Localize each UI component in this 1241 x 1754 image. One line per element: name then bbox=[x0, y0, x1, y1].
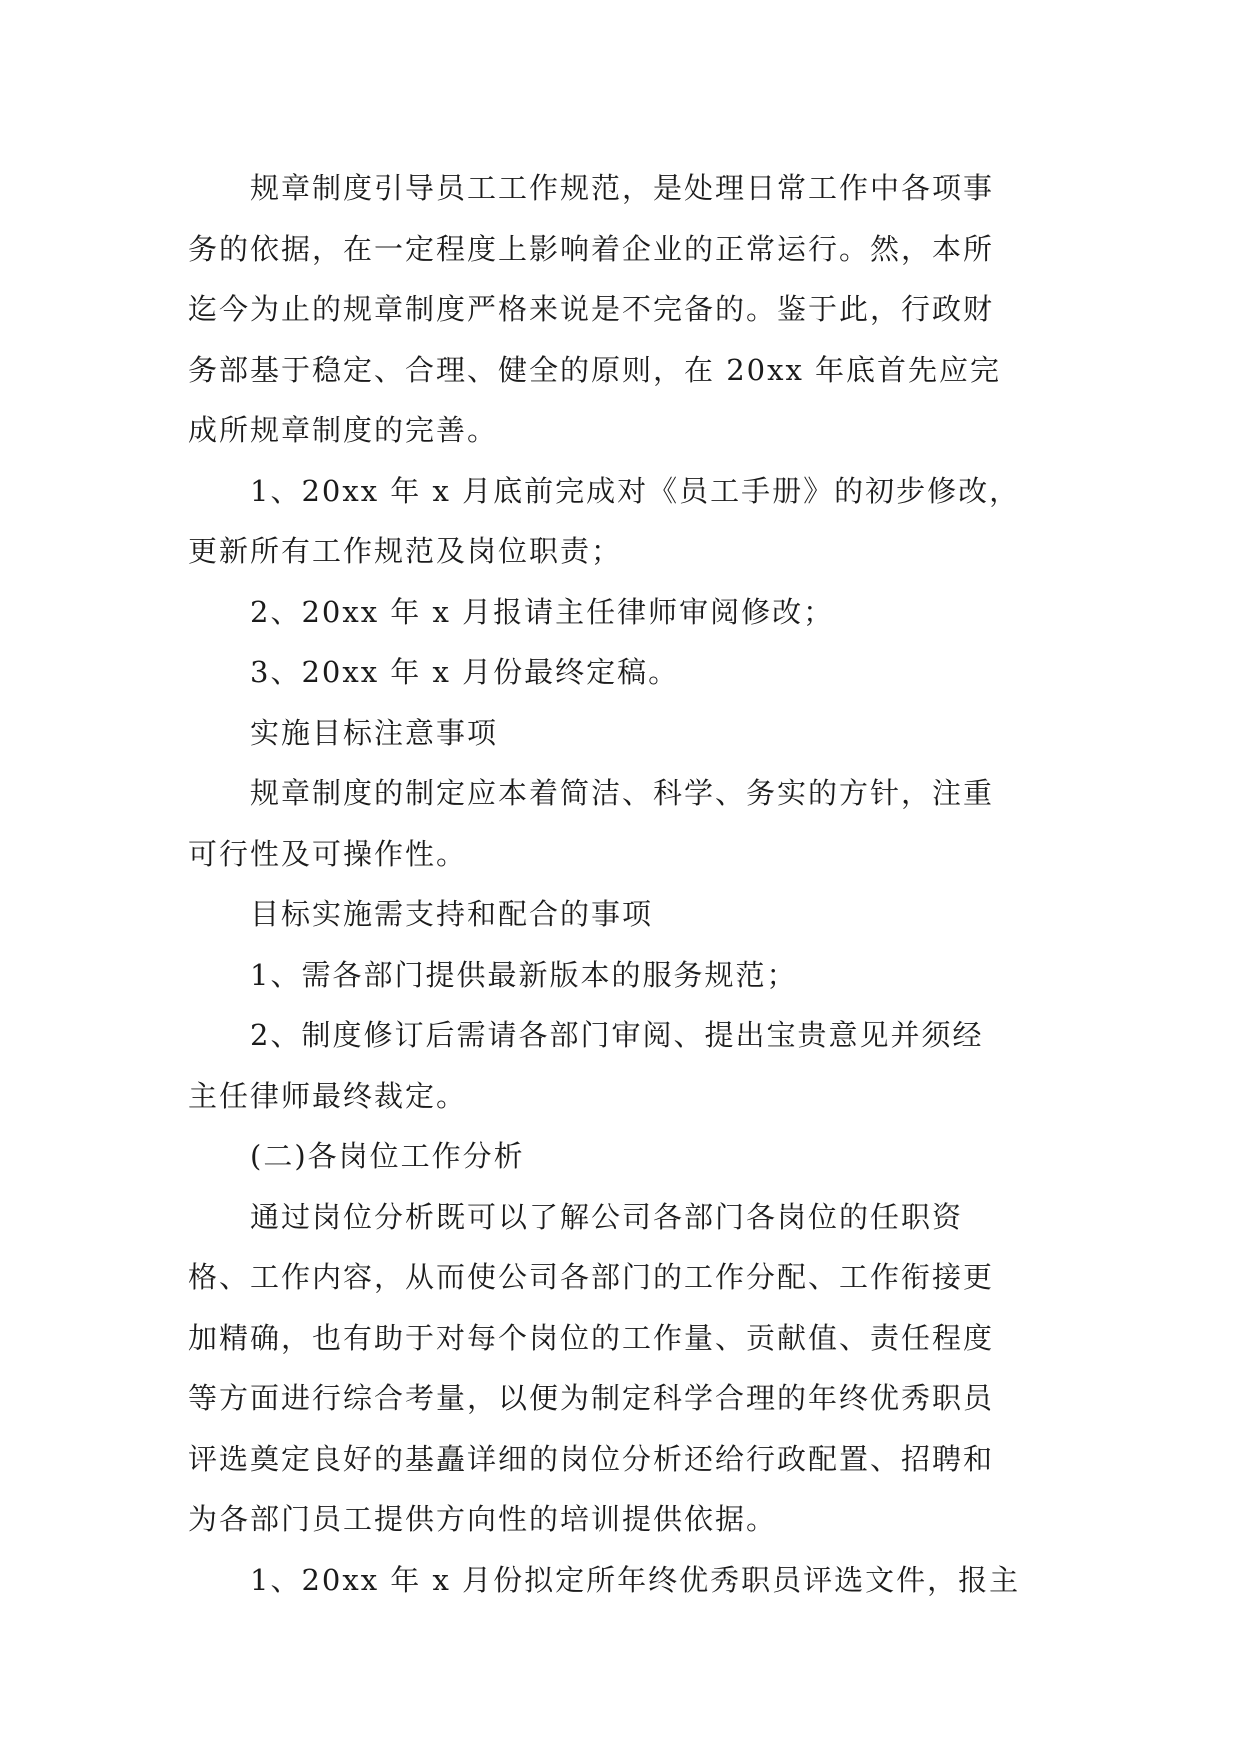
text-line: (二)各岗位工作分析 bbox=[250, 1139, 525, 1173]
text-line: 1、需各部门提供最新版本的服务规范； bbox=[250, 957, 798, 992]
text-line: 为各部门员工提供方向性的培训提供依据。 bbox=[188, 1502, 778, 1536]
text-line: 评选奠定良好的基矗详细的岗位分析还给行政配置、招聘和 bbox=[188, 1441, 995, 1476]
text-line: 通过岗位分析既可以了解公司各部门各岗位的任职资 bbox=[250, 1199, 964, 1234]
text-line: 3、20xx 年 x 月份最终定稿。 bbox=[250, 655, 680, 689]
paragraph-rules-intro bbox=[188, 158, 1054, 461]
paragraph-support-item-1 bbox=[188, 945, 1054, 1006]
paragraph-rules-step-1 bbox=[188, 461, 1054, 582]
text-line: 2、制度修订后需请各部门审阅、提出宝贵意见并须经 bbox=[250, 1018, 984, 1052]
paragraph-rules-step-3 bbox=[188, 642, 1054, 703]
text-line: 可行性及可操作性。 bbox=[188, 836, 468, 871]
text-line: 实施目标注意事项 bbox=[250, 715, 499, 750]
paragraph-notes-heading bbox=[188, 703, 1054, 764]
paragraph-section-2-step-1 bbox=[188, 1550, 1054, 1611]
text-line: 迄今为止的规章制度严格来说是不完备的。鉴于此，行政财 bbox=[188, 292, 995, 326]
text-line: 等方面进行综合考量，以便为制定科学合理的年终优秀职员 bbox=[188, 1381, 995, 1415]
text-line: 目标实施需支持和配合的事项 bbox=[250, 897, 654, 931]
paragraph-section-2-heading bbox=[188, 1126, 1054, 1187]
text-line: 规章制度引导员工工作规范，是处理日常工作中各项事 bbox=[250, 171, 995, 205]
text-line: 更新所有工作规范及岗位职责； bbox=[188, 534, 623, 568]
paragraph-support-heading bbox=[188, 884, 1054, 945]
text-line: 1、20xx 年 x 月底前完成对《员工手册》的初步修改， bbox=[250, 473, 1021, 508]
text-line: 成所规章制度的完善。 bbox=[188, 413, 499, 447]
text-line: 规章制度的制定应本着简洁、科学、务实的方针，注重 bbox=[250, 776, 995, 810]
paragraph-section-2-body bbox=[188, 1187, 1054, 1550]
text-line: 务的依据，在一定程度上影响着企业的正常运行。然，本所 bbox=[188, 231, 995, 266]
text-line: 2、20xx 年 x 月报请主任律师审阅修改； bbox=[250, 594, 835, 629]
text-line: 格、工作内容，从而使公司各部门的工作分配、工作衔接更 bbox=[188, 1260, 995, 1294]
text-line: 1、20xx 年 x 月份拟定所年终优秀职员评选文件，报主 bbox=[250, 1562, 1021, 1597]
text-line: 加精确，也有助于对每个岗位的工作量、贡献值、责任程度 bbox=[188, 1320, 995, 1355]
text-line: 主任律师最终裁定。 bbox=[188, 1078, 468, 1113]
paragraph-rules-step-2 bbox=[188, 582, 1054, 643]
document-body bbox=[188, 158, 1054, 1610]
paragraph-support-item-2 bbox=[188, 1005, 1054, 1126]
paragraph-notes-body bbox=[188, 763, 1054, 884]
text-line: 务部基于稳定、合理、健全的原则，在 20xx 年底首先应完 bbox=[188, 352, 1002, 387]
